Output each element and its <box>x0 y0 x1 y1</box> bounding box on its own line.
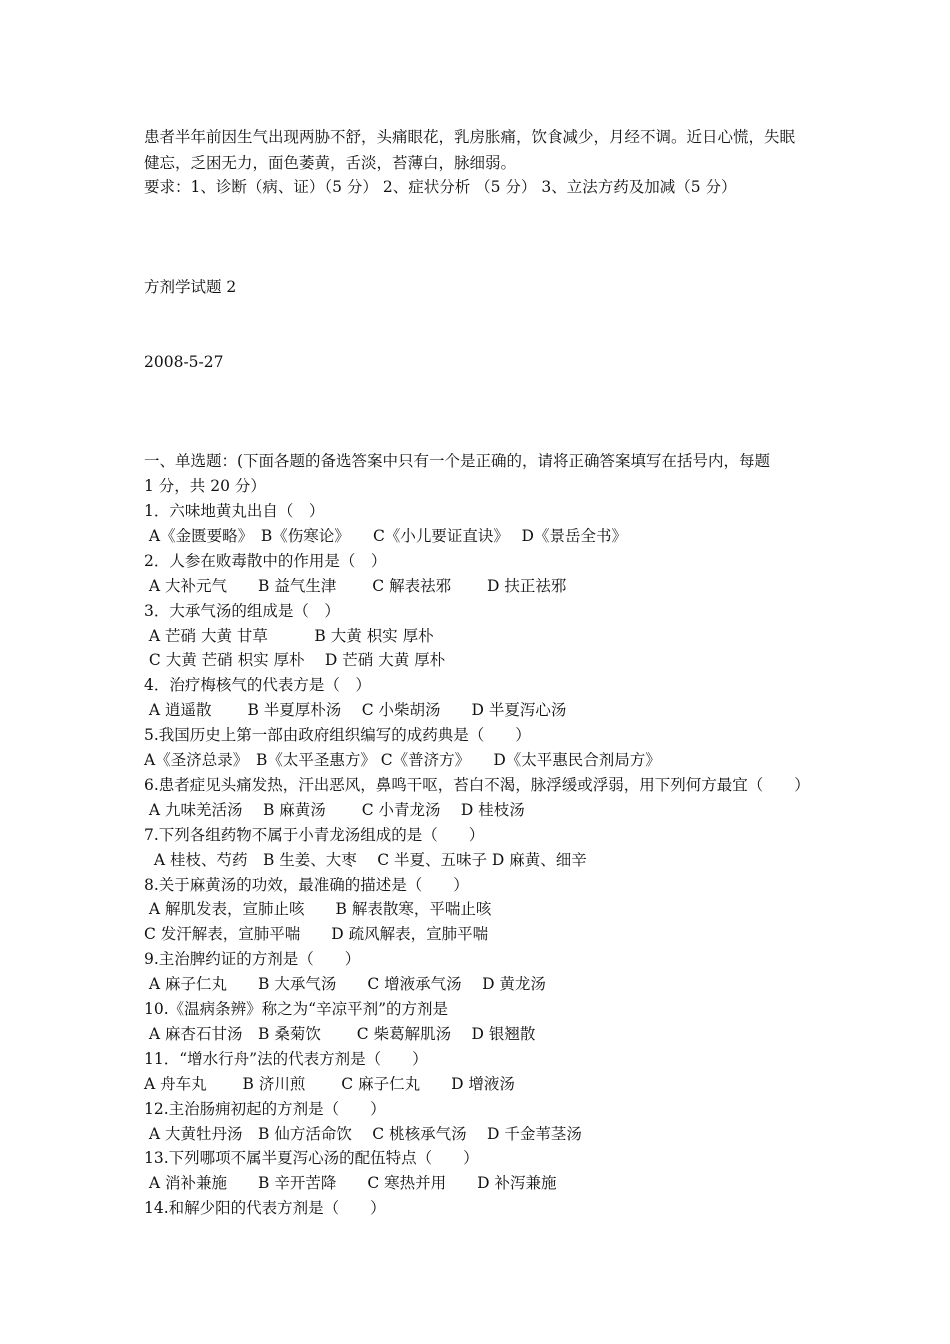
case-requirement: 要求：1、诊断（病、证）（5 分） 2、症状分析 （5 分） 3、立法方药及加减（5 分） <box>144 178 737 196</box>
question-line: A 九味羌活汤 B 麻黄汤 C 小青龙汤 D 桂枝汤 <box>144 800 525 819</box>
case-line-2: 健忘，乏困无力，面色萎黄，舌淡，苔薄白，脉细弱。 <box>144 154 517 172</box>
section-heading-line-2: 1 分，共 20 分） <box>144 477 266 495</box>
question-line: 1．六味地黄丸出自（ ） <box>144 502 325 520</box>
question-line: A 桂枝、芍药 B 生姜、大枣 C 半夏、五味子 D 麻黄、细辛 <box>144 850 587 869</box>
case-line-1: 患者半年前因生气出现两胁不舒，头痛眼花，乳房胀痛，饮食减少，月经不调。近日心慌，失眠 <box>144 128 796 146</box>
question-line: A 大黄牡丹汤 B 仙方活命饮 C 桃核承气汤 D 千金苇茎汤 <box>144 1124 582 1143</box>
question-line: A《金匮要略》 B《伤寒论》 C《小儿要证直诀》 D《景岳全书》 <box>144 526 627 545</box>
question-line: 12.主治肠痈初起的方剂是（ ） <box>144 1099 386 1118</box>
question-line: A 芒硝 大黄 甘草 B 大黄 枳实 厚朴 <box>144 626 434 645</box>
section-heading-line-1: 一、单选题：(下面各题的备选答案中只有一个是正确的，请将正确答案填写在括号内，每题 <box>144 452 771 470</box>
question-line: 4．治疗梅核气的代表方是（ ） <box>144 676 371 695</box>
question-line: 5.我国历史上第一部由政府组织编写的成药典是（ ） <box>144 726 531 745</box>
question-line: 3．大承气汤的组成是（ ） <box>144 601 340 620</box>
question-line: 11．“增水行舟”法的代表方剂是（ ） <box>144 1049 428 1068</box>
question-line: A 舟车丸 B 济川煎 C 麻子仁丸 D 增液汤 <box>144 1074 515 1093</box>
question-line: 13.下列哪项不属半夏泻心汤的配伍特点（ ） <box>144 1149 479 1168</box>
question-line: 8.关于麻黄汤的功效，最准确的描述是（ ） <box>144 875 469 894</box>
question-line: A 麻杏石甘汤 B 桑菊饮 C 柴葛解肌汤 D 银翘散 <box>144 1024 536 1043</box>
question-line: A 解肌发表，宣肺止咳 B 解表散寒，平喘止咳 <box>144 900 492 919</box>
exam-title: 方剂学试题 2 <box>144 278 237 296</box>
question-line: 2．人参在败毒散中的作用是（ ） <box>144 551 387 570</box>
question-line: 6.患者症见头痛发热，汗出恶风，鼻鸣干呕，苔白不渴，脉浮缓或浮弱，用下列何方最宜（ ） <box>144 775 810 794</box>
question-line: A 大补元气 B 益气生津 C 解表祛邪 D 扶正祛邪 <box>144 576 567 595</box>
question-line: C 发汗解表，宣肺平喘 D 疏风解表，宣肺平喘 <box>144 925 489 944</box>
question-line: C 大黄 芒硝 枳实 厚朴 D 芒硝 大黄 厚朴 <box>144 651 446 670</box>
question-line: A《圣济总录》 B《太平圣惠方》 C《普济方》 D《太平惠民合剂局方》 <box>144 751 661 769</box>
question-line: A 消补兼施 B 辛开苦降 C 寒热并用 D 补泻兼施 <box>144 1174 557 1193</box>
question-line: A 逍遥散 B 半夏厚朴汤 C 小柴胡汤 D 半夏泻心汤 <box>144 701 567 720</box>
question-line: 10.《温病条辨》称之为“辛凉平剂”的方剂是 <box>144 1000 448 1018</box>
question-line: A 麻子仁丸 B 大承气汤 C 增液承气汤 D 黄龙汤 <box>144 975 546 994</box>
exam-date: 2008-5-27 <box>144 353 224 371</box>
question-line: 7.下列各组药物不属于小青龙汤组成的是（ ） <box>144 825 485 844</box>
question-line: 9.主治脾约证的方剂是（ ） <box>144 950 361 969</box>
question-line: 14.和解少阳的代表方剂是（ ） <box>144 1199 386 1218</box>
